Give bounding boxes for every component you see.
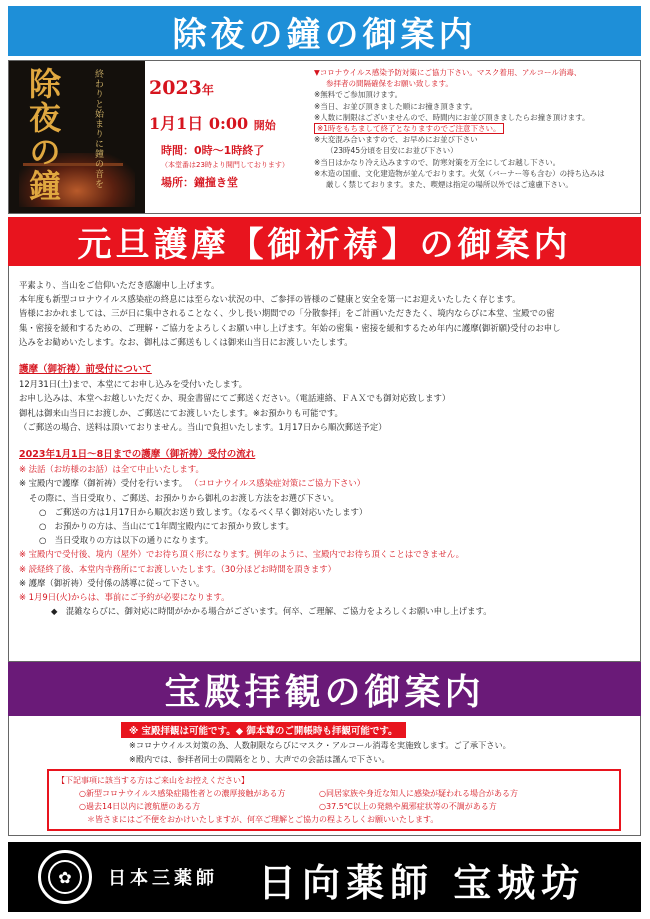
- flow-line: ※ 読経終了後、本堂内寺務所にてお渡しいたします。（30分ほどお時間を頂きます）: [19, 563, 336, 574]
- joya-schedule: [149, 67, 314, 209]
- restriction-note: ＊皆さまにはご不便をおかけいたしますが、何卒ご理解とご協力の程よろしくお願いいたします。: [87, 815, 439, 824]
- flow-line: ※ 1月9日(火)からは、事前にご予約が必要になります。: [19, 592, 230, 603]
- note-line: ※大変混み合いますので、お早めにお並び下さい: [314, 135, 478, 145]
- note-line: ※人数に制限はございませんので、時間内にお並び頂きましたらお撞き頂けます。: [314, 112, 590, 122]
- flow-line: ※ 護摩（御祈祷）受付係の誘導に従って下さい。: [19, 577, 205, 588]
- joya-place: 場所：鐘撞き堂: [161, 176, 238, 189]
- pre-line: 御札は御来山当日にお渡しか、ご郵送にてお渡しいたします。※お預かりも可能です。: [19, 407, 343, 418]
- flow-option: ○ 当日受取りの方は以下の通りになります。: [39, 535, 214, 546]
- joya-photo-title: 除夜の鐘: [24, 67, 62, 203]
- pre-line: お申し込みは、本堂へお越しいただくか、現金書留にてご郵送ください。（電話連絡、ＦＡＸでも御対応致します）: [19, 393, 451, 404]
- intro-line: 本年度も新型コロナウイルス感染症の終息には至らない状況の中、ご参拝の皆様のご健康と安全を第一にお迎えいたしたく存じます。: [19, 294, 521, 305]
- flow-line: ※ 宝殿内で護摩（御祈祷）受付を行います。 （コロナウイルス感染症対策にご協力下さい）: [19, 478, 366, 489]
- footer: [8, 842, 641, 912]
- restriction-item: ○過去14日以内に渡航歴のある方: [79, 802, 201, 811]
- joya-banner: 除夜の鐘の御案内: [8, 6, 641, 56]
- goma-section: [8, 266, 641, 662]
- note-line: （23時45分頃を目安にお並び下さい）: [326, 146, 458, 156]
- note-line: ▼コロナウイルス感染予防対策にご協力下さい。マスク着用、アルコール消毒、: [314, 68, 582, 77]
- haikan-line: ※殿内では、参拝者同士の間隔をとり、大声での会話は謹んで下さい。: [129, 754, 390, 764]
- restriction-item: ○新型コロナウイルス感染症陽性者との濃厚接触がある方: [79, 789, 286, 798]
- joya-time-note: （本堂番は23時より開門しております）: [161, 161, 289, 169]
- restriction-title: 【下記事項に該当する方はご来山をお控えください】: [57, 776, 249, 785]
- joya-photo-subtitle: 終わりと始まりに鐘の音を: [93, 69, 103, 189]
- joya-notes: [314, 67, 639, 190]
- intro-line: 込みをお勧めいたします。なお、御札はご郵送もしくは御来山当日にお渡しいたします。: [19, 336, 353, 347]
- restriction-item: ○同居家族や身近な知人に感染が疑われる場合がある方: [319, 789, 518, 798]
- flow-heading: 2023年1月1日〜8日までの護摩（御祈祷）受付の流れ: [19, 449, 256, 461]
- pre-line: （ご郵送の場合、送料は頂いておりません。当山で負担いたします。1月17日から順次郵送予定）: [19, 421, 387, 432]
- flow-line: ※ 法話（お坊様のお話）は全て中止いたします。: [19, 464, 204, 475]
- haikan-line: ※コロナウイルス対策の為、人数制限ならびにマスク・アルコール消毒を実施致します。ご了承下さい。: [129, 740, 511, 750]
- haikan-banner: 宝殿拝観の御案内: [8, 662, 641, 716]
- joya-date: 1月1日 0:00 開始: [149, 114, 276, 133]
- pre-reception-heading: 護摩（御祈祷）前受付について: [19, 364, 152, 376]
- footer-temple-name: 日向薬師 宝城坊: [258, 860, 586, 905]
- crest-inner-icon: ✿: [48, 860, 82, 894]
- intro-line: 集・密接を緩和するための、ご理解・ご協力をよろしくお願い申し上げます。年始の密集・密接を緩和するため年内に護摩(御祈願)受付のお申し: [19, 322, 561, 333]
- flow-line: ※ 宝殿内で受付後、境内（屋外）でお待ち頂く形になります。例年のように、宝殿内でお待ち頂くことはできません。: [19, 549, 465, 560]
- note-line: 参拝者の間隔確保をお願い致します。: [326, 79, 453, 89]
- note-line: ※当日はかなり冷え込みますので、防寒対策を万全にしてお越し下さい。: [314, 157, 561, 167]
- flow-line: その際に、当日受取り、ご郵送、お預かりから御札のお渡し方法をお選び下さい。: [29, 492, 339, 503]
- note-line: ※1時をもちまして終了となりますのでご注意下さい。: [314, 123, 639, 134]
- joya-year: 2023年: [149, 77, 214, 99]
- note-line: ※無料でご参加頂けます。: [314, 90, 403, 100]
- footer-subtitle: 日本三薬師: [108, 868, 218, 889]
- haikan-section: [8, 716, 641, 836]
- joya-section: [8, 60, 641, 214]
- note-line: ※木造の国重、文化建造物が並んでおります。火気（バーナー等も含む）の持ち込みは: [314, 168, 605, 178]
- flow-option: ○ ご郵送の方は1月17日から順次お送り致します。（なるべく早く御対応いたします）: [39, 506, 368, 517]
- temple-crest-icon: [38, 850, 92, 904]
- intro-line: 平素より、当山をご信仰いただき感謝申し上げます。: [19, 280, 220, 290]
- flow-option: ○ お預かりの方は、当山にて1年間宝殿内にてお預かり致します。: [39, 521, 294, 532]
- restriction-item: ○37.5℃以上の発熱や風邪症状等の不調がある方: [319, 802, 497, 811]
- note-line: 厳しく禁じております。また、喫煙は指定の場所以外ではご遠慮下さい。: [326, 180, 573, 190]
- goma-banner: 元旦護摩【御祈祷】の御案内: [8, 214, 641, 266]
- joya-photo: [9, 61, 145, 213]
- note-line: ※当日、お並び頂きました順にお撞き頂きます。: [314, 101, 478, 111]
- haikan-highlight: ※ 宝殿拝観は可能です。◆ 御本尊のご開帳時も拝観可能です。: [121, 722, 406, 738]
- flow-line: ◆ 混雑ならびに、御対応に時間がかかる場合がございます。何卒、ご理解、ご協力をよろしくお願い申し上げます。: [51, 606, 492, 617]
- joya-time: 時間：0時〜1時終了: [161, 144, 265, 157]
- pre-line: 12月31日(土)まで、本堂にてお申し込みを受付いたします。: [19, 379, 248, 390]
- restriction-box: [47, 769, 621, 831]
- intro-line: 皆様におかれましては、三が日に集中されることなく、少し長い期間での「分散参拝」をご計画いただきたく、境内ならびに本堂、宝殿での密: [19, 308, 555, 319]
